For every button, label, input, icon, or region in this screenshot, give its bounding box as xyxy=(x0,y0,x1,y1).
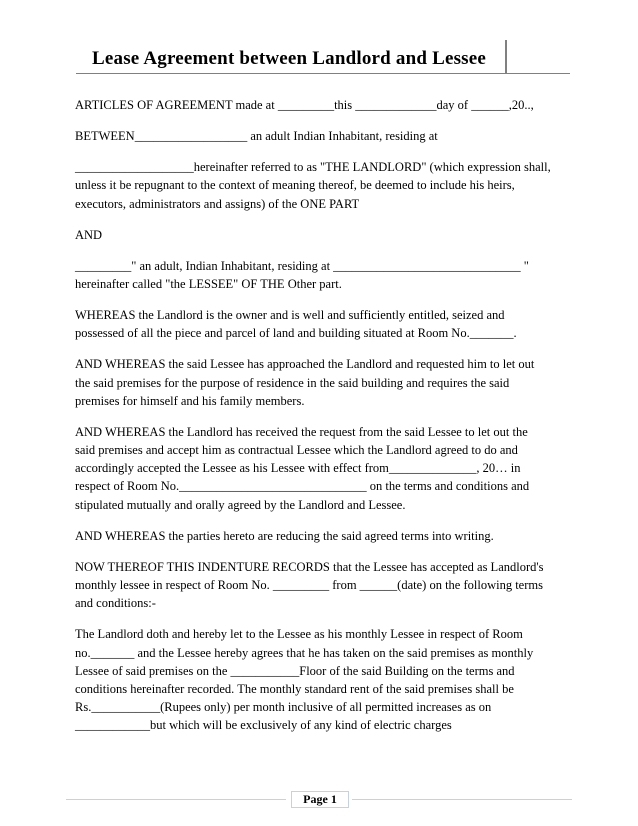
text-line: no._______ and the Lessee hereby agrees that he has taken on the said premises as monthly xyxy=(75,645,534,660)
paragraph xyxy=(75,558,547,613)
text-line: AND WHEREAS the parties hereto are reducing the said agreed terms into writing. xyxy=(75,528,494,543)
paragraph xyxy=(75,158,551,213)
text-line: AND xyxy=(75,227,103,242)
text-line: AND WHEREAS the said Lessee has approached the Landlord and requested him to let out xyxy=(75,357,535,372)
text-line: AND WHEREAS the Landlord has received the request from the said Lessee to let out the xyxy=(75,424,528,439)
text-line: executors, administrators and assigns) of the ONE PART xyxy=(75,196,360,211)
text-line: hereinafter called "the LESSEE" OF THE Other part. xyxy=(75,276,342,291)
paragraph xyxy=(75,306,547,342)
text-line: ARTICLES OF AGREEMENT made at _________this _____________day of ______,20.., xyxy=(75,98,534,112)
text-line: _________" an adult, Indian Inhabitant, residing at ______________________________ " xyxy=(75,258,529,273)
paragraph xyxy=(75,226,547,244)
text-line: WHEREAS the Landlord is the owner and is well and sufficiently entitled, seized and xyxy=(75,308,505,323)
text-line: stipulated mutually and orally agreed by the Landlord and Lessee. xyxy=(75,497,406,512)
text-line: Rs.___________(Rupees only) per month inclusive of all permitted increases as on xyxy=(75,700,492,715)
text-line: unless it be repugnant to the context of meaning thereof, be deemed to include his heirs, xyxy=(75,178,515,193)
text-line: premises for himself and his family members. xyxy=(75,393,305,408)
paragraph xyxy=(75,423,547,514)
text-line: the said premises for the purpose of residence in the said building and requires the said xyxy=(75,375,510,390)
text-line: accordingly accepted the Lessee as his Lessee with effect from______________, 20… in xyxy=(75,461,521,476)
text-line: Lessee of said premises on the ___________Floor of the said Building on the terms and xyxy=(75,663,515,678)
title-underline xyxy=(76,73,570,74)
title-block xyxy=(76,40,570,74)
text-line: conditions hereinafter recorded. The monthly standard rent of the said premises shall be xyxy=(75,681,514,696)
paragraph xyxy=(75,355,547,410)
text-line: and conditions:- xyxy=(75,596,156,611)
text-line: ___________________hereinafter referred to as "THE LANDLORD" (which expression shall, xyxy=(75,160,551,175)
paragraph xyxy=(75,257,547,293)
text-line: monthly lessee in respect of Room No. _________ from ______(date) on the following terms xyxy=(75,578,543,593)
paragraph xyxy=(75,96,547,114)
paragraph xyxy=(75,127,547,145)
document-title: Lease Agreement between Landlord and Lessee xyxy=(92,48,487,69)
text-line: said premises and accept him as contractual Lessee which the Landlord agreed to do and xyxy=(75,443,518,458)
page-footer xyxy=(66,790,572,810)
text-line: respect of Room No.______________________________ on the terms and conditions and xyxy=(75,479,530,494)
text-line: The Landlord doth and hereby let to the Lessee as his monthly Lessee in respect of Room xyxy=(75,627,523,642)
text-line: NOW THEREOF THIS INDENTURE RECORDS that the Lessee has accepted as Landlord's xyxy=(75,559,544,574)
footer-rule-right xyxy=(352,799,572,800)
text-line: BETWEEN__________________ an adult Indian Inhabitant, residing at xyxy=(75,129,438,144)
text-line: possessed of all the piece and parcel of land and building situated at Room No._______. xyxy=(75,326,517,341)
footer-rule-left xyxy=(66,799,286,800)
title-vertical-bar xyxy=(505,40,507,73)
paragraph xyxy=(75,625,547,734)
document-body xyxy=(75,96,551,747)
page-number: Page 1 xyxy=(291,791,349,808)
text-line: ____________but which will be exclusively of any kind of electric charges xyxy=(75,718,452,733)
paragraph xyxy=(75,527,547,545)
